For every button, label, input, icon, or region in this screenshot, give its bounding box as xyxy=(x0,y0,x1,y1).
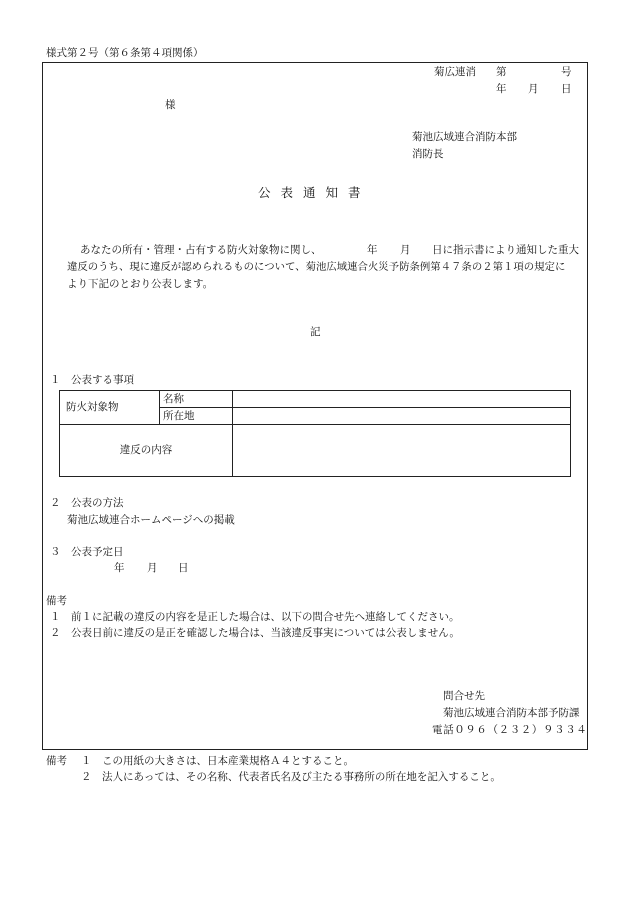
footnote-item-1: １ この用紙の大きさは、日本産業規格Ａ４とすること。 xyxy=(81,755,354,767)
location-label-cell xyxy=(160,408,233,425)
subject-cell xyxy=(60,391,160,425)
section3-year: 年 xyxy=(114,562,125,574)
footnote-item-2: ２ 法人にあっては、その名称、代表者氏名及び主たる事務所の所在地を記入すること。 xyxy=(81,771,501,783)
section2-heading: ２ 公表の方法 xyxy=(50,497,124,509)
office-code: 菊広連消 xyxy=(434,66,476,78)
header-day: 日 xyxy=(561,83,572,95)
body-line2: 違反のうち、現に違反が認められるものについて、菊池広域連合火災予防条例第４７条の２第１項の規定に xyxy=(67,261,566,273)
violation-label-cell xyxy=(60,425,233,477)
section3-month: 月 xyxy=(147,562,158,574)
document-title: 公表通知書 xyxy=(258,185,371,200)
number-prefix: 第 xyxy=(496,66,507,78)
body-line1-b: 日に指示書により通知した重大 xyxy=(432,244,579,256)
subject-label: 防火対象物 xyxy=(66,401,119,414)
bikou-item-2: ２ 公表日前に違反の是正を確認した場合は、当該違反事実については公表しません。 xyxy=(50,627,460,639)
addressee-suffix: 様 xyxy=(165,99,176,111)
form-label: 様式第２号（第６条第４項関係） xyxy=(46,47,204,59)
bikou-heading: 備考 xyxy=(46,595,67,607)
header-year: 年 xyxy=(496,83,507,95)
contact-label: 問合せ先 xyxy=(443,690,485,702)
footnote-label: 備考 xyxy=(46,755,67,767)
body-line1-a: あなたの所有・管理・占有する防火対象物に関し、 xyxy=(80,244,322,256)
name-label: 名称 xyxy=(163,392,184,405)
violation-table xyxy=(59,390,571,477)
body-line1-year: 年 xyxy=(367,244,378,256)
violation-label: 違反の内容 xyxy=(119,444,173,457)
name-label-cell xyxy=(160,391,233,408)
location-value-cell xyxy=(233,408,571,425)
body-line1-month: 月 xyxy=(400,244,411,256)
section1-heading: １ 公表する事項 xyxy=(50,374,134,386)
body-line3: より下記のとおり公表します。 xyxy=(67,278,214,290)
ki-heading: 記 xyxy=(310,326,321,338)
sender-chief: 消防長 xyxy=(412,148,444,160)
header-month: 月 xyxy=(528,83,539,95)
section3-heading: ３ 公表予定日 xyxy=(50,546,124,558)
name-value-cell xyxy=(233,391,571,408)
number-suffix: 号 xyxy=(561,66,572,78)
contact-dept: 菊池広域連合消防本部予防課 xyxy=(443,707,580,719)
contact-tel: 電話０９６（２３２）９３３４ xyxy=(432,724,588,736)
location-label: 所在地 xyxy=(163,409,195,422)
violation-value-cell xyxy=(233,425,571,477)
section3-day: 日 xyxy=(178,562,189,574)
bikou-item-1: １ 前１に記載の違反の内容を是正した場合は、以下の問合せ先へ連絡してください。 xyxy=(50,611,460,623)
sender-org: 菊池広域連合消防本部 xyxy=(412,131,517,143)
section2-text: 菊池広域連合ホームページへの掲載 xyxy=(67,514,235,526)
